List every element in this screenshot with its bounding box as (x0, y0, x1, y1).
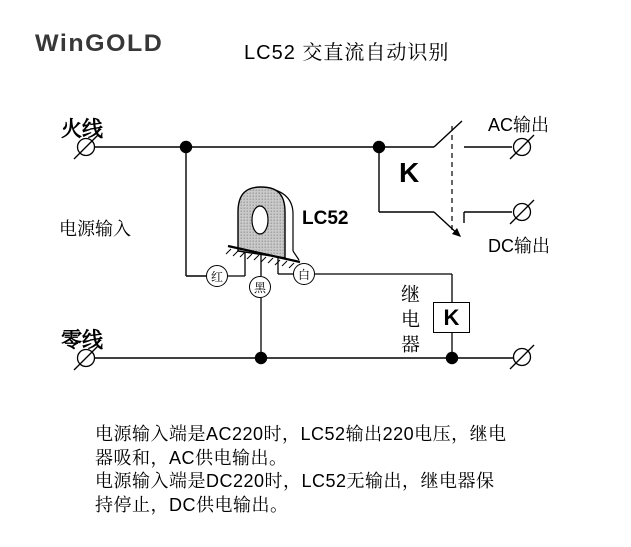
junction-dot (255, 352, 267, 364)
neutral-output-terminal-icon (510, 345, 534, 369)
ac-output-terminal-icon (510, 135, 534, 159)
dc-output-label: DC输出 (488, 236, 550, 256)
notes-line: 持停止，DC供电输出。 (95, 494, 289, 515)
brand-logo: WinGOLD (35, 30, 164, 57)
notes-line: 电源输入端是DC220时，LC52无输出，继电器保 (95, 471, 495, 492)
notes-block (95, 423, 507, 517)
neutral-wire-label: 零线 (61, 329, 103, 352)
terminals (74, 135, 534, 370)
switch-k-label: K (399, 157, 420, 188)
dc-output-terminal-icon (510, 200, 534, 224)
relay-coil-box (433, 302, 470, 333)
page-title: LC52 交直流自动识别 (244, 42, 450, 64)
power-input-label: 电源输入 (59, 219, 131, 239)
relay-label: 继电器 (398, 284, 419, 359)
junction-dot (446, 352, 458, 364)
ac-output-label: AC输出 (488, 115, 550, 135)
junction-dot (373, 141, 385, 153)
lc52-core-icon (226, 187, 300, 268)
live-wire-label: 火线 (61, 118, 103, 141)
notes-line: 电源输入端是AC220时，LC52输出220电压，继电 (95, 424, 507, 444)
black-lead-badge: 黑 (249, 276, 271, 298)
relay-k-label: K (443, 304, 460, 330)
junction-dot (180, 141, 192, 153)
red-lead-badge: 红 (206, 265, 228, 287)
notes-line: 器吸和，AC供电输出。 (95, 447, 288, 468)
lc52-label: LC52 (302, 208, 349, 229)
white-lead-badge: 白 (293, 263, 315, 285)
